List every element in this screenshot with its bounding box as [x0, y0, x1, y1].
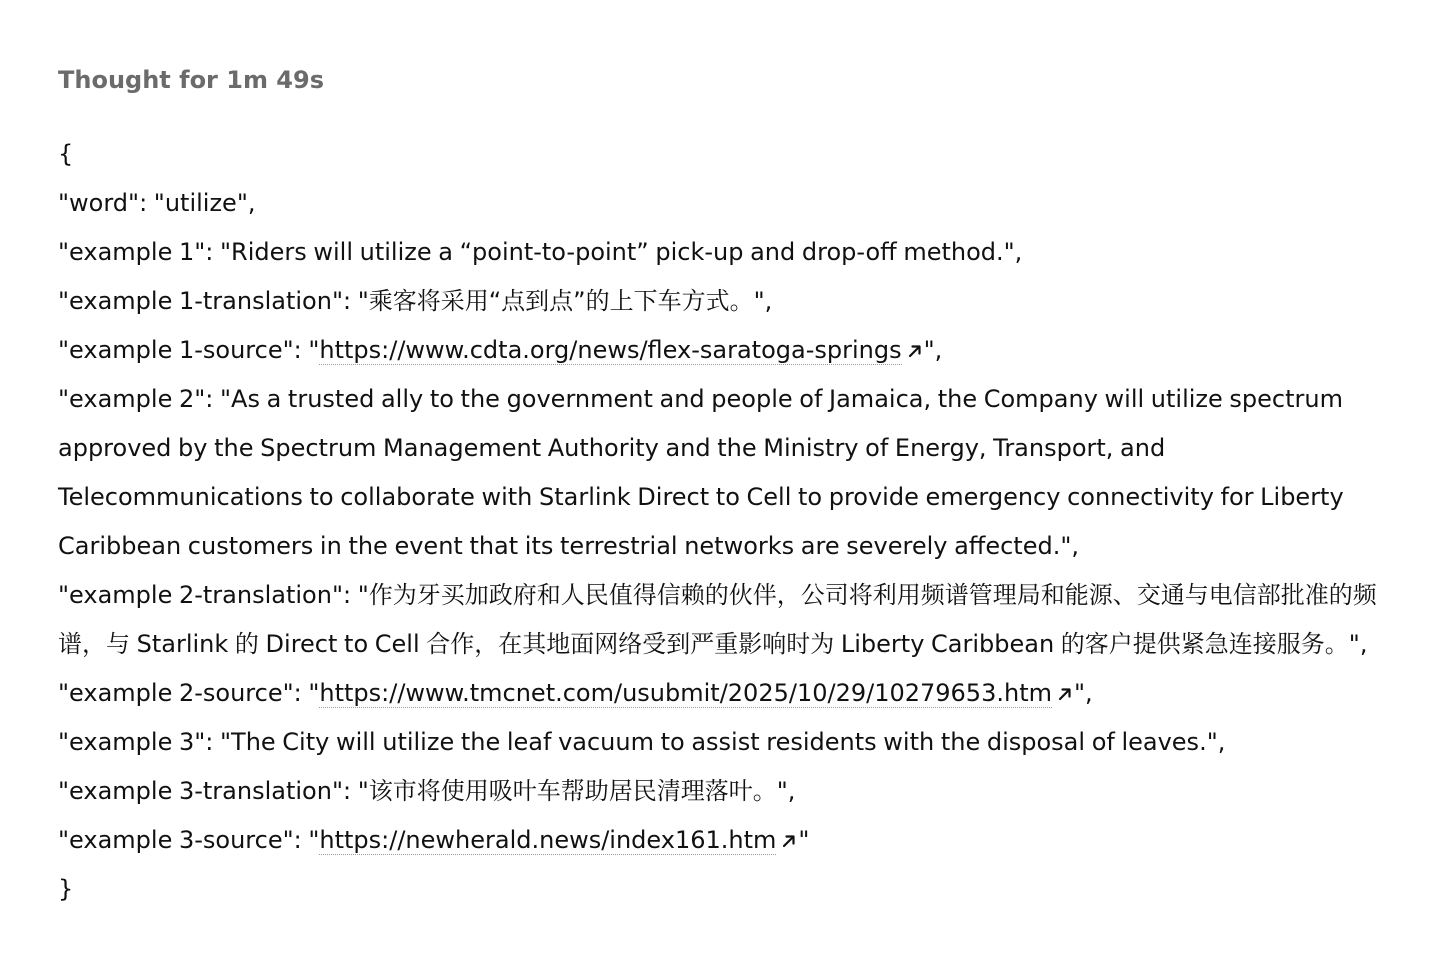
example-2-line: "example 2": "As a trusted ally to the government and people of Jamaica, the Company will utilize spectrum approved by the Spectrum Management Authority and the Ministry of Energy, Transport, and Telecommunications to collaborate with Starlink Direct to Cell to provide emergency connectivity for Liberty Caribbean customers in the event that its terrestrial networks are severely affected.", — [58, 385, 1344, 560]
json-close-brace: } — [58, 875, 74, 903]
json-output-block — [58, 130, 1386, 914]
external-link-icon — [1056, 685, 1074, 703]
example-1-line: "example 1": "Riders will utilize a “point-to-point” pick-up and drop-off method.", — [58, 238, 1023, 266]
thought-duration-toggle[interactable]: Thought for 1m 49s — [58, 66, 324, 94]
example-3-source-line — [58, 816, 1386, 865]
example-1-source-line — [58, 326, 1386, 375]
example-1-source-link[interactable]: https://www.cdta.org/news/flex-saratoga-springs — [319, 336, 902, 364]
example-2-source-link[interactable]: https://www.tmcnet.com/usubmit/2025/10/29/10279653.htm — [319, 679, 1052, 707]
json-open-brace: { — [58, 140, 74, 168]
example-3-source-close: " — [798, 826, 810, 854]
example-3-translation-line: "example 3-translation": "该市将使用吸叶车帮助居民清理落叶。", — [58, 777, 796, 805]
example-2-source-close: ", — [1073, 679, 1093, 707]
example-1-translation-line: "example 1-translation": "乘客将采用“点到点”的上下车方式。", — [58, 287, 773, 315]
example-3-source-key: "example 3-source": " — [58, 826, 320, 854]
example-3-source-link[interactable]: https://newherald.news/index161.htm — [319, 826, 777, 854]
external-link-icon — [780, 832, 798, 850]
word-line: "word": "utilize", — [58, 189, 256, 217]
external-link-icon — [906, 342, 924, 360]
example-1-source-close: ", — [923, 336, 943, 364]
example-2-source-line — [58, 669, 1386, 718]
example-2-source-key: "example 2-source": " — [58, 679, 320, 707]
example-1-source-key: "example 1-source": " — [58, 336, 320, 364]
example-3-line: "example 3": "The City will utilize the leaf vacuum to assist residents with the disposal of leaves.", — [58, 728, 1226, 756]
example-2-translation-line: "example 2-translation": "作为牙买加政府和人民值得信赖的伙伴，公司将利用频谱管理局和能源、交通与电信部批准的频谱，与 Starlink 的 Direct to Cell 合作，在其地面网络受到严重影响时为 Liberty Caribbean 的客户提供紧急连接服务。", — [58, 581, 1377, 658]
